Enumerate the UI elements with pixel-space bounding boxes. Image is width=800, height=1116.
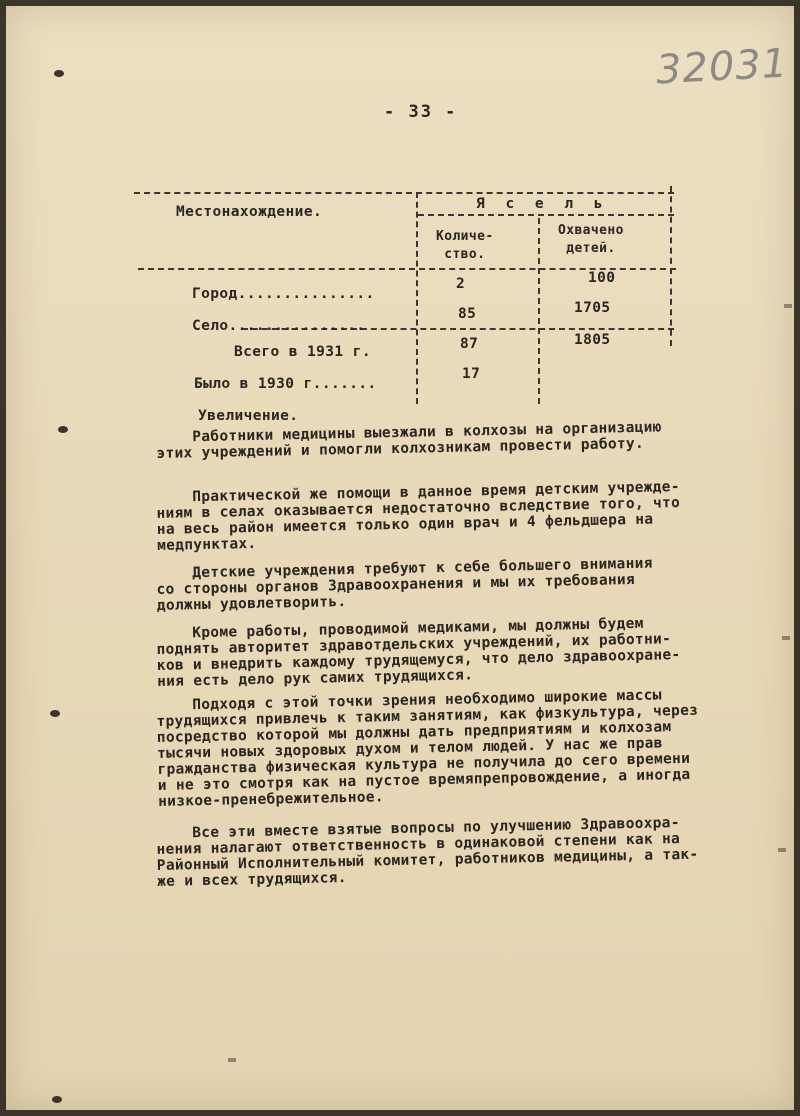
- table-row-label: Всего в 1931 г.: [234, 344, 371, 360]
- margin-mark: [778, 848, 786, 852]
- table-row-count: 87: [460, 336, 479, 352]
- table-location-header: Местонахождение.: [176, 204, 323, 220]
- table-row-count: 2: [456, 276, 466, 292]
- table-divider: [670, 186, 672, 346]
- table-row-covered: 1805: [574, 332, 611, 348]
- margin-mark: [228, 1058, 236, 1062]
- binder-hole: [50, 710, 60, 717]
- table-row-count: 17: [462, 366, 481, 382]
- table-row-count: 85: [458, 306, 477, 322]
- document-page: [6, 6, 794, 1110]
- table-row-label: Было в 1930 г.......: [194, 376, 377, 392]
- table-group-header: Я с е л ь: [476, 196, 609, 212]
- margin-mark: [782, 636, 790, 640]
- table-top-rule: [134, 192, 674, 194]
- binder-hole: [52, 1096, 62, 1103]
- margin-mark: [784, 304, 792, 308]
- paragraph: Детские учреждения требуют к себе большего внимания со стороны органов Здравоохранения и мы их требования должны удовлетворить.: [156, 555, 653, 614]
- paragraph: Все эти вместе взятые вопросы по улучшению Здравоохра- нения налагают ответственность в одинаковой степени как на Районный Исполнительный комитет, работников медицины, а так- же и всех трудящихся.: [156, 815, 699, 890]
- table-row-label: Город...............: [192, 286, 375, 302]
- table-col-count-header: Количе- ство.: [436, 229, 494, 262]
- binder-hole: [58, 426, 68, 433]
- archive-number: 32031: [654, 40, 790, 94]
- table-col-covered-header: Охвачено детей.: [558, 223, 624, 256]
- paragraph: Работники медицины выезжали в колхозы на организацию этих учреждений и помогли колхозникам провести работу.: [156, 419, 662, 462]
- paragraph: Подходя с этой точки зрения необходимо широкие массы трудящихся привлечь к таким занятиям, как физкультура, через посредство которой мы должны дать предприятиям и колхозам тысячи новых здоровых духом и телом людей. У нас же прав гражданства физическая культура не получила до сего времени и не это смотря как на пустое времяпрепровождение, а иногда низкое-пренебрежительное.: [156, 687, 699, 810]
- table-divider: [538, 218, 540, 404]
- table-row-covered: 1705: [574, 300, 611, 316]
- page-number: - 33 -: [384, 102, 458, 122]
- paragraph: Практической же помощи в данное время детским учрежде- ниям в селах оказывается недостаточно вследствие того, что на весь район имеется только один врач и 4 фельдшера на медпунктах.: [156, 479, 681, 554]
- table-row-label: Увеличение.: [198, 408, 299, 424]
- paragraph: Кроме работы, проводимой медиками, мы должны будем поднять авторитет здравотдельских учреждений, их работни- ков и внедрить каждому трудящемуся, что дело здравоохране- ния есть дело рук самих трудящихся.: [156, 615, 681, 690]
- table-row-covered: 100: [588, 270, 616, 286]
- table-divider: [416, 192, 418, 404]
- table-row-label: Село...............: [192, 318, 366, 334]
- table-group-rule: [418, 214, 674, 216]
- binder-hole: [54, 70, 64, 77]
